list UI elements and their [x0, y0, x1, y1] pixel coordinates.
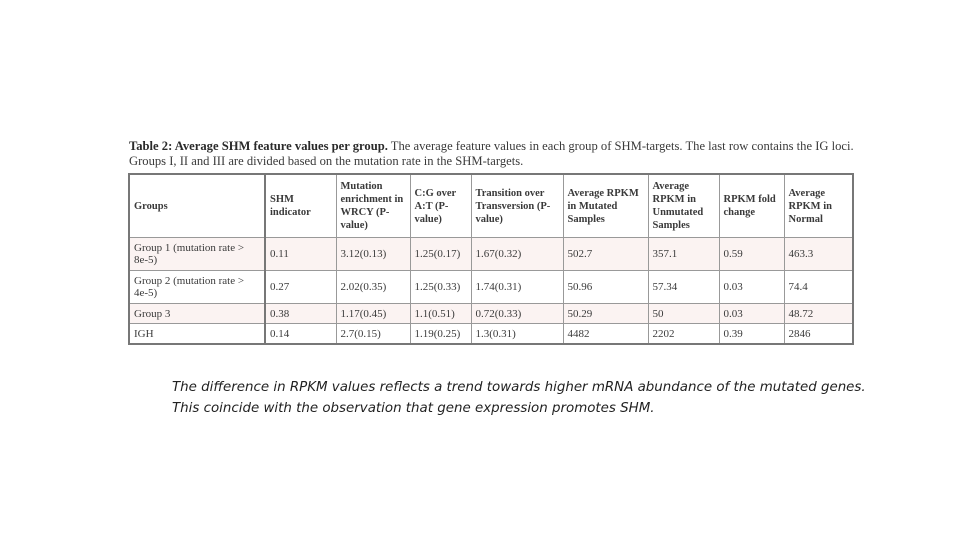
- table-header-row: [129, 174, 853, 238]
- cell-rpkm-unmutated: 357.1: [648, 238, 719, 271]
- cell-transition-transversion: 1.3(0.31): [471, 324, 563, 345]
- cell-rpkm-mutated: 502.7: [563, 238, 648, 271]
- cell-rpkm-normal: 463.3: [784, 238, 853, 271]
- cell-cg-over-at: 1.19(0.25): [410, 324, 471, 345]
- summary-note: The difference in RPKM values reflects a trend towards higher mRNA abundance of the mutated genes. This coincide with the observation that gene expression promotes SHM.: [172, 380, 866, 416]
- header-shm-indicator: SHM indicator: [265, 174, 336, 238]
- cell-transition-transversion: 0.72(0.33): [471, 304, 563, 324]
- table-caption: [129, 139, 859, 169]
- cell-transition-transversion: 1.67(0.32): [471, 238, 563, 271]
- cell-shm-indicator: 0.11: [265, 238, 336, 271]
- cell-mutation-enrichment: 1.17(0.45): [336, 304, 410, 324]
- cell-rpkm-unmutated: 57.34: [648, 271, 719, 304]
- cell-rpkm-mutated: 50.96: [563, 271, 648, 304]
- header-mutation-enrichment: Mutation enrichment in WRCY (P-value): [336, 174, 410, 238]
- cell-rpkm-mutated: 50.29: [563, 304, 648, 324]
- cell-rpkm-fold-change: 0.59: [719, 238, 784, 271]
- cell-group: Group 3: [129, 304, 265, 324]
- cell-mutation-enrichment: 3.12(0.13): [336, 238, 410, 271]
- cell-rpkm-normal: 74.4: [784, 271, 853, 304]
- header-rpkm-normal: Average RPKM in Normal: [784, 174, 853, 238]
- caption-title: Table 2: Average SHM feature values per group.: [129, 139, 388, 153]
- header-rpkm-unmutated: Average RPKM in Unmutated Samples: [648, 174, 719, 238]
- cell-group: Group 1 (mutation rate > 8e-5): [129, 238, 265, 271]
- table-row: [129, 324, 853, 345]
- header-rpkm-mutated: Average RPKM in Mutated Samples: [563, 174, 648, 238]
- cell-cg-over-at: 1.1(0.51): [410, 304, 471, 324]
- cell-rpkm-mutated: 4482: [563, 324, 648, 345]
- header-transition-transversion: Transition over Transversion (P-value): [471, 174, 563, 238]
- cell-group: Group 2 (mutation rate > 4e-5): [129, 271, 265, 304]
- header-cg-over-at: C:G over A:T (P-value): [410, 174, 471, 238]
- header-rpkm-fold-change: RPKM fold change: [719, 174, 784, 238]
- cell-shm-indicator: 0.38: [265, 304, 336, 324]
- cell-group: IGH: [129, 324, 265, 345]
- cell-transition-transversion: 1.74(0.31): [471, 271, 563, 304]
- cell-cg-over-at: 1.25(0.33): [410, 271, 471, 304]
- cell-rpkm-unmutated: 50: [648, 304, 719, 324]
- table-row: [129, 238, 853, 271]
- cell-shm-indicator: 0.27: [265, 271, 336, 304]
- table-row: [129, 271, 853, 304]
- caption-text: The average feature values in each group of SHM-targets. The last row contains the IG loci. Groups I, II and III are divided based on the mutation rate in the SHM-targets.: [129, 139, 854, 168]
- table-row: [129, 304, 853, 324]
- header-groups: Groups: [129, 174, 265, 238]
- cell-rpkm-unmutated: 2202: [648, 324, 719, 345]
- cell-mutation-enrichment: 2.7(0.15): [336, 324, 410, 345]
- cell-rpkm-fold-change: 0.39: [719, 324, 784, 345]
- cell-rpkm-normal: 2846: [784, 324, 853, 345]
- cell-rpkm-normal: 48.72: [784, 304, 853, 324]
- cell-rpkm-fold-change: 0.03: [719, 304, 784, 324]
- cell-rpkm-fold-change: 0.03: [719, 271, 784, 304]
- cell-mutation-enrichment: 2.02(0.35): [336, 271, 410, 304]
- cell-shm-indicator: 0.14: [265, 324, 336, 345]
- cell-cg-over-at: 1.25(0.17): [410, 238, 471, 271]
- shm-feature-table: [128, 173, 854, 345]
